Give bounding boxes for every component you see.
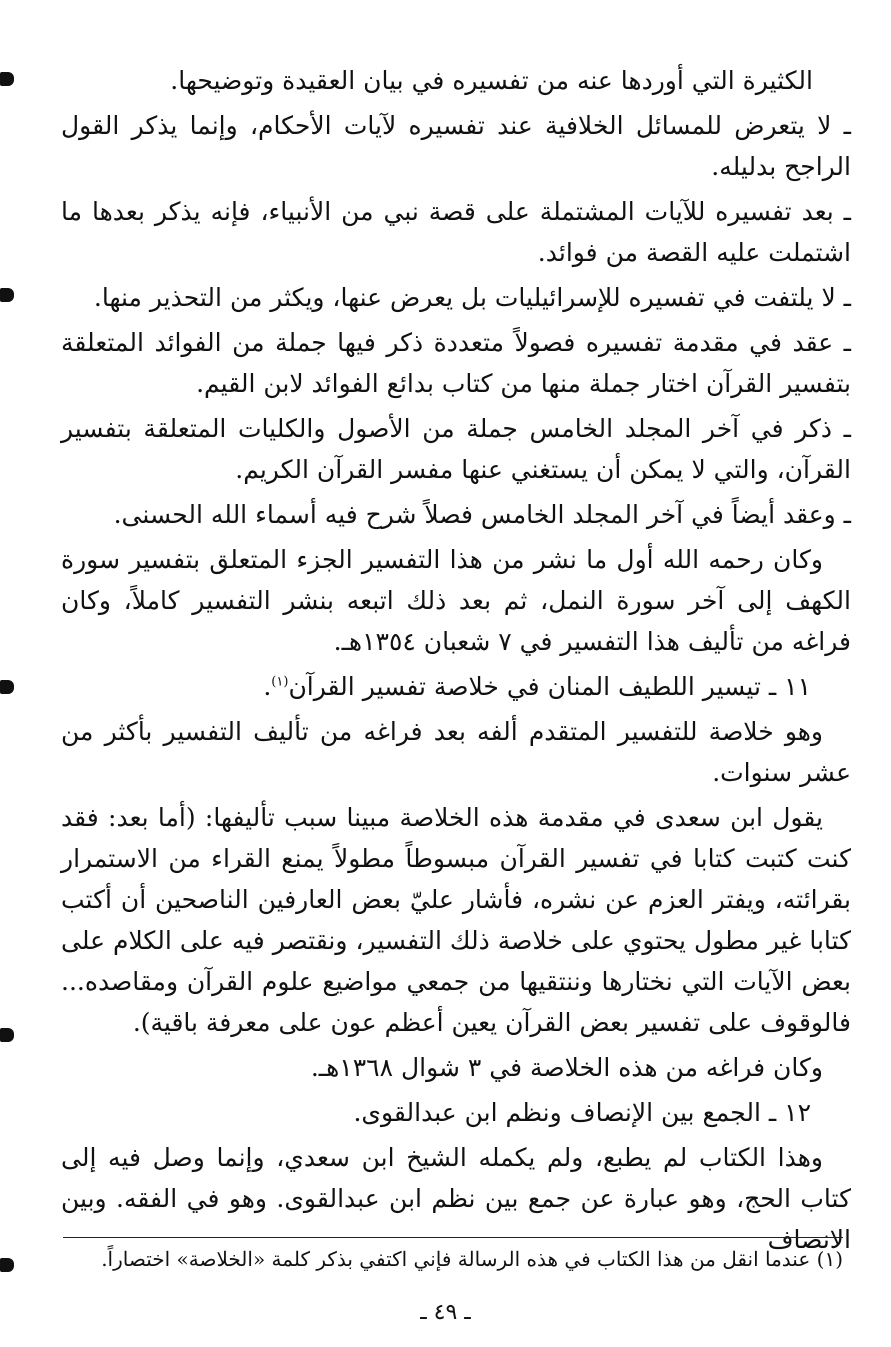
bullet-item: ـ لا يلتفت في تفسيره للإسرائيليات بل يعرض عنها، ويكثر من التحذير منها. — [93, 283, 851, 312]
page-number: ـ ٤٩ ـ — [420, 1300, 471, 1325]
bullet-item: ـ عقد في مقدمة تفسيره فصولاً متعددة ذكر فيها جملة من الفوائد المتعلقة بتفسير القرآن اختار جملة منها من كتاب بدائع الفوائد لابن القيم. — [61, 328, 851, 398]
footnote-ref[interactable]: (١) — [271, 674, 289, 690]
footnote: (١) عندما انقل من هذا الكتاب في هذه الرسالة فإني اكتفي بذكر كلمة «الخلاصة» اختصاراً. — [101, 1247, 843, 1271]
margin-tab-mark — [0, 680, 14, 694]
section-heading-11: ١١ ـ تيسير اللطيف المنان في خلاصة تفسير القرآن$^{(١)}$. — [263, 672, 811, 701]
margin-tab-mark — [0, 72, 14, 86]
margin-tab-mark — [0, 1028, 14, 1042]
margin-tab-mark — [0, 1258, 14, 1272]
bullet-item: ـ لا يتعرض للمسائل الخلافية عند تفسيره لآيات الأحكام، وإنما يذكر القول الراجح بدليله. — [61, 111, 851, 181]
paragraph: وهذا الكتاب لم يطبع، ولم يكمله الشيخ ابن سعدي، وإنما وصل فيه إلى كتاب الحج، وهو عبارة عن جمع بين نظم ابن عبدالقوى. وهو في الفقه. وبين الانصاف — [61, 1143, 851, 1254]
section-heading-12: ١٢ ـ الجمع بين الإنصاف ونظم ابن عبدالقوى. — [353, 1098, 811, 1127]
margin-tab-mark — [0, 288, 14, 302]
footnote-divider — [63, 1237, 843, 1238]
bullet-item: ـ وعقد أيضاً في آخر المجلد الخامس فصلاً شرح فيه أسماء الله الحسنى. — [113, 500, 851, 529]
heading-text: ١١ ـ تيسير اللطيف المنان في خلاصة تفسير القرآن — [288, 672, 811, 701]
paragraph: وكان رحمه الله أول ما نشر من هذا التفسير الجزء المتعلق بتفسير سورة الكهف إلى آخر سورة النمل، ثم بعد ذلك اتبعه بنشر التفسير كاملاً، وكان فراغه من تأليف هذا التفسير في ٧ شعبان ١٣٥٤هـ. — [61, 545, 851, 656]
bullet-item: ـ ذكر في آخر المجلد الخامس جملة من الأصول والكليات المتعلقة بتفسير القرآن، والتي لا يمكن أن يستغني عنها مفسر القرآن الكريم. — [61, 414, 851, 484]
paragraph: وهو خلاصة للتفسير المتقدم ألفه بعد فراغه من تأليف التفسير بأكثر من عشر سنوات. — [61, 717, 851, 787]
paragraph: الكثيرة التي أوردها عنه من تفسيره في بيان العقيدة وتوضيحها. — [170, 66, 813, 95]
bullet-item: ـ بعد تفسيره للآيات المشتملة على قصة نبي من الأنبياء، فإنه يذكر بعدها ما اشتملت عليه القصة من فوائد. — [61, 197, 851, 267]
page-body — [61, 60, 851, 1264]
paragraph: وكان فراغه من هذه الخلاصة في ٣ شوال ١٣٦٨هـ. — [310, 1053, 823, 1082]
quote-paragraph: يقول ابن سعدى في مقدمة هذه الخلاصة مبينا سبب تأليفها: (أما بعد: فقد كنت كتبت كتابا في تفسير القرآن مبسوطاً مطولاً يمنع القراء من الاستمرار بقرائته، ويفتر العزم عن نشره، فأشار عليّ بعض العارفين الناصحين أن أكتب كتابا غير مطول يحتوي على خلاصة ذلك التفسير، ونقتصر فيه على الكلام على بعض الآيات التي نختارها وننتقيها من جمعي مواضيع علوم القرآن ومقاصده... فالوقوف على تفسير بعض القرآن يعين أعظم عون على معرفة باقية). — [61, 803, 851, 1037]
